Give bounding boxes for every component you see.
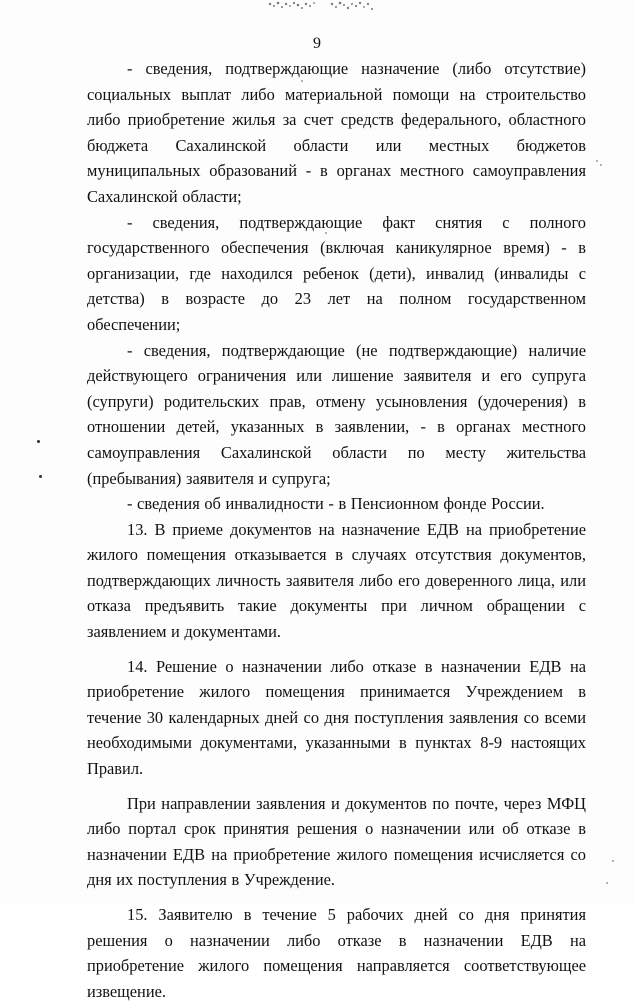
paragraph-postal-submission: При направлении заявления и документов по почте, через МФЦ либо портал срок принятия решения о назначении или об отказе в назначении ЕДВ на приобретение жилого помещения исчисляется со дня их поступления в Учреждение. xyxy=(87,793,586,890)
paragraph-social-payments-info: - сведения, подтверждающие назначение (либо отсутствие) социальных выплат либо материальной помощи на строительство либо приобретение жилья за счет средств федерального, областного бюджета Сахалинской области или местных бюджетов муниципальных образований - в органах местного самоуправления Сахалинской области; xyxy=(87,59,586,206)
scan-speck xyxy=(596,160,598,162)
paragraph-item-15: 15. Заявителю в течение 5 рабочих дней со дня принятия решения о назначении либо отказе в назначении ЕДВ на приобретение жилого помещения направляется соответствующее извещение. xyxy=(87,905,586,1001)
paragraph-parental-rights-info: - сведения, подтверждающие (не подтверждающие) наличие действующего ограничения или лишение заявителя и его супруга (супруги) родительских прав, отмену усыновления (удочерения) в отношении детей, указанных в заявлении, - в органах местного самоуправления Сахалинской области по месту жительства (пребывания) заявителя и супруга; xyxy=(87,340,586,488)
paragraph-item-13: 13. В приеме документов на назначение ЕДВ на приобретение жилого помещения отказывается в случаях отсутствия документов, подтверждающих личность заявителя либо его доверенного лица, или отказа предъявить такие документы при личном обращении с заявлением и документами. xyxy=(87,519,586,642)
scan-speck xyxy=(301,80,303,82)
paragraph-item-14: 14. Решение о назначении либо отказе в назначении ЕДВ на приобретение жилого помещения принимается Учреждением в течение 30 календарных дней со дня поступления заявления со всеми необходимыми документами, указанными в пунктах 8-9 настоящих Правил. xyxy=(87,656,586,779)
margin-dot xyxy=(39,475,42,478)
scan-speck xyxy=(325,232,327,234)
stamp-mark-icon xyxy=(262,0,382,14)
scan-speck xyxy=(606,882,608,884)
scan-speck xyxy=(600,164,602,166)
document-body xyxy=(87,56,586,1004)
scan-speck xyxy=(612,860,614,862)
page-number: 9 xyxy=(313,35,321,52)
margin-dot xyxy=(37,440,40,443)
paragraph-disability-info: - сведения об инвалидности - в Пенсионном фонде России. xyxy=(127,494,545,514)
paragraph-state-support-info: - сведения, подтверждающие факт снятия с полного государственного обеспечения (включая каникулярное время) - в организации, где находился ребенок (дети), инвалид (инвалиды с детства) в возрасте до 23 лет на полном государственном обеспечении; xyxy=(87,212,586,334)
